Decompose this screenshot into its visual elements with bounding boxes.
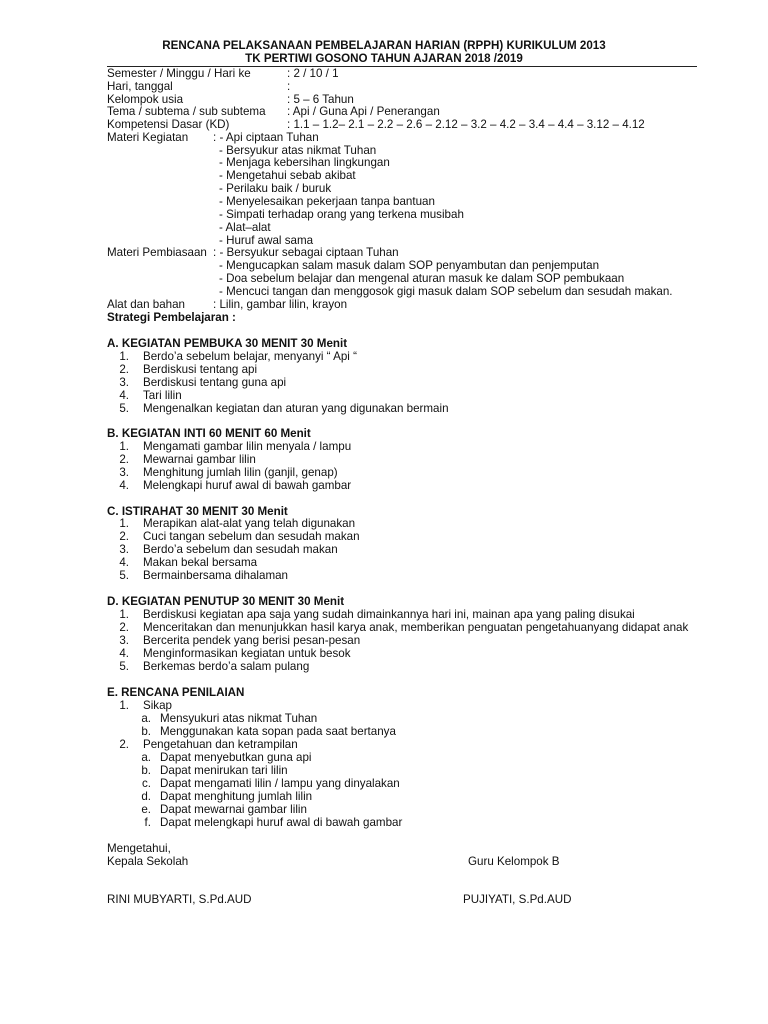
materi-pembiasaan-item: - Doa sebelum belajar dan mengenal aturan masuk ke dalam SOP pembukaan (219, 272, 625, 285)
section-c-heading: C. ISTIRAHAT 30 MENIT 30 Menit (107, 505, 288, 518)
section-b-heading: B. KEGIATAN INTI 60 MENIT 60 Menit (107, 427, 311, 440)
list-item: 4. Tari lilin (119, 389, 182, 402)
info-label: Kompetensi Dasar (KD) (107, 118, 230, 131)
list-item: 2. Mewarnai gambar lilin (119, 453, 256, 466)
list-item: 1. Mengamati gambar lilin menyala / lampu (119, 440, 352, 453)
guru-kelompok-name: PUJIYATI, S.Pd.AUD (463, 893, 572, 906)
materi-kegiatan-item: - Menyelesaikan pekerjaan tanpa bantuan (219, 195, 435, 208)
materi-pembiasaan-label: Materi Pembiasaan (107, 246, 207, 259)
document-title: RENCANA PELAKSANAAN PEMBELAJARAN HARIAN (RPPH) KURIKULUM 2013 (162, 39, 606, 52)
alat-bahan-value: : Lilin, gambar lilin, krayon (213, 298, 348, 311)
materi-kegiatan-item: - Simpati terhadap orang yang terkena musibah (219, 208, 464, 221)
list-item: 2. Cuci tangan sebelum dan sesudah makan (119, 530, 360, 543)
penilaian-subitem: e. Dapat mewarnai gambar lilin (141, 803, 307, 816)
penilaian-subitem: a. Dapat menyebutkan guna api (141, 751, 312, 764)
list-item: 4. Makan bekal bersama (119, 556, 258, 569)
strategi-heading: Strategi Pembelajaran : (107, 311, 236, 324)
penilaian-subitem: b. Menggunakan kata sopan pada saat bertanya (141, 725, 396, 738)
info-value: : 1.1 – 1.2– 2.1 – 2.2 – 2.6 – 2.12 – 3.2 – 4.2 – 3.4 – 4.4 – 3.12 – 4.12 (287, 118, 645, 131)
guru-kelompok-title: Guru Kelompok B (468, 855, 560, 868)
kepala-sekolah-title: Kepala Sekolah (107, 855, 189, 868)
info-value: : 2 / 10 / 1 (287, 67, 339, 80)
alat-bahan-label: Alat dan bahan (107, 298, 186, 311)
info-value: : Api / Guna Api / Penerangan (287, 105, 440, 118)
materi-pembiasaan-item: : - Bersyukur sebagai ciptaan Tuhan (213, 246, 399, 259)
info-value: : 5 – 6 Tahun (287, 93, 354, 106)
list-item: 1. Berdiskusi kegiatan apa saja yang sudah dimainkannya hari ini, mainan apa yang paling disukai (119, 608, 635, 621)
list-item: 3. Berdiskusi tentang guna api (119, 376, 287, 389)
section-a-heading: A. KEGIATAN PEMBUKA 30 MENIT 30 Menit (107, 337, 348, 350)
document-subtitle: TK PERTIWI GOSONO TAHUN AJARAN 2018 /2019 (245, 52, 523, 65)
mengetahui-text: Mengetahui, (107, 842, 171, 855)
materi-kegiatan-item: - Alat–alat (219, 221, 271, 234)
materi-kegiatan-item: - Perilaku baik / buruk (219, 182, 332, 195)
penilaian-subitem: d. Dapat menghitung jumlah lilin (141, 790, 313, 803)
list-item: 5. Bermainbersama dihalaman (119, 569, 288, 582)
list-item: 2. Berdiskusi tentang api (119, 363, 258, 376)
list-item: 2. Menceritakan dan menunjukkan hasil karya anak, memberikan penguatan pengetahuanyang didapat anak (119, 621, 689, 634)
list-item: 5. Berkemas berdo’a salam pulang (119, 660, 310, 673)
list-item: 3. Berdo’a sebelum dan sesudah makan (119, 543, 338, 556)
list-item: 1. Merapikan alat-alat yang telah digunakan (119, 517, 356, 530)
list-item: 3. Menghitung jumlah lilin (ganjil, genap) (119, 466, 338, 479)
info-label: Tema / subtema / sub subtema (107, 105, 266, 118)
penilaian-subitem: a. Mensyukuri atas nikmat Tuhan (141, 712, 318, 725)
info-label: Kelompok usia (107, 93, 184, 106)
list-item: 4. Menginformasikan kegiatan untuk besok (119, 647, 351, 660)
materi-kegiatan-item: - Bersyukur atas nikmat Tuhan (219, 144, 377, 157)
info-value: : (287, 80, 291, 93)
materi-pembiasaan-item: - Mencuci tangan dan menggosok gigi masuk dalam SOP sebelum dan sesudah makan. (219, 285, 673, 298)
penilaian-group: 1. Sikap (119, 699, 173, 712)
materi-kegiatan-item: - Mengetahui sebab akibat (219, 169, 356, 182)
penilaian-group: 2. Pengetahuan dan ketrampilan (119, 738, 298, 751)
kepala-sekolah-name: RINI MUBYARTI, S.Pd.AUD (107, 893, 252, 906)
list-item: 4. Melengkapi huruf awal di bawah gambar (119, 479, 352, 492)
materi-pembiasaan-item: - Mengucapkan salam masuk dalam SOP penyambutan dan penjemputan (219, 259, 600, 272)
materi-kegiatan-item: - Menjaga kebersihan lingkungan (219, 156, 390, 169)
materi-kegiatan-item: : - Api ciptaan Tuhan (213, 131, 319, 144)
materi-kegiatan-label: Materi Kegiatan (107, 131, 189, 144)
list-item: 3. Bercerita pendek yang berisi pesan-pesan (119, 634, 361, 647)
materi-kegiatan-item: - Huruf awal sama (219, 234, 314, 247)
penilaian-subitem: b. Dapat menirukan tari lilin (141, 764, 288, 777)
penilaian-subitem: c. Dapat mengamati lilin / lampu yang dinyalakan (141, 777, 400, 790)
section-e-heading: E. RENCANA PENILAIAN (107, 686, 245, 699)
penilaian-subitem: f. Dapat melengkapi huruf awal di bawah gambar (144, 816, 403, 829)
list-item: 1. Berdo’a sebelum belajar, menyanyi “ Api “ (119, 350, 357, 363)
info-label: Semester / Minggu / Hari ke (107, 67, 251, 80)
list-item: 5. Mengenalkan kegiatan dan aturan yang digunakan bermain (119, 402, 449, 415)
section-d-heading: D. KEGIATAN PENUTUP 30 MENIT 30 Menit (107, 595, 345, 608)
info-label: Hari, tanggal (107, 80, 173, 93)
